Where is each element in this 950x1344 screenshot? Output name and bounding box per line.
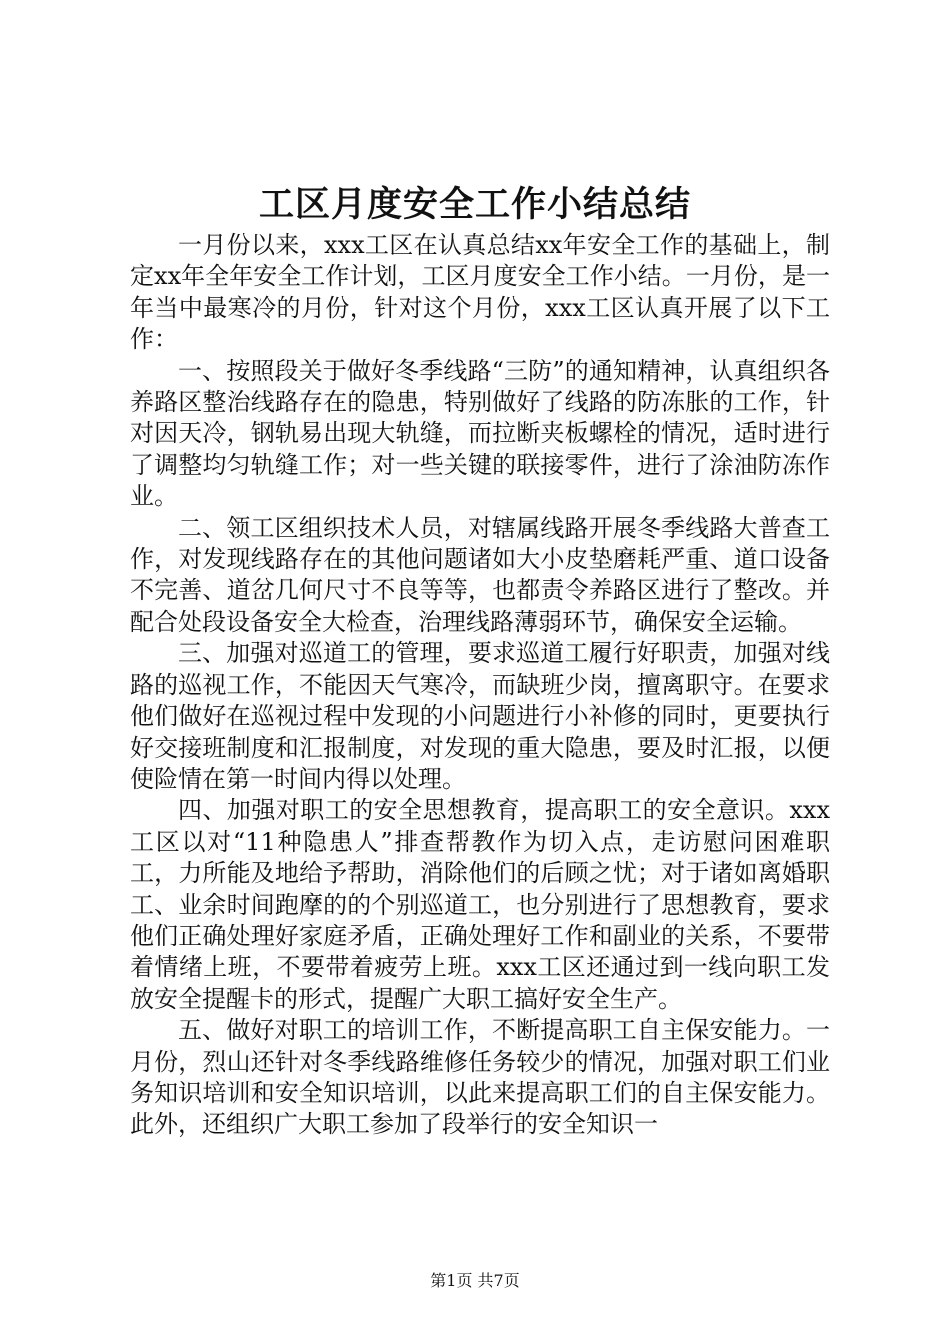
paragraph-item-4: 四、加强对职工的安全思想教育，提高职工的安全意识。xxx工区以对“11种隐患人”排查帮教作为切入点，走访慰问困难职工，力所能及地给予帮助，消除他们的后顾之忧；对于诸如离婚职工、业余时间跑摩的的个别巡道工，也分别进行了思想教育，要求他们正确处理好家庭矛盾，正确处理好工作和副业的关系，不要带着情绪上班，不要带着疲劳上班。xxx工区还通过到一线向职工发放安全提醒卡的形式，提醒广大职工搞好安全生产。 [130,796,830,1013]
page-title: 工区月度安全工作小结总结 [258,184,691,225]
paragraph-item-1: 一、按照段关于做好冬季线路“三防”的通知精神，认真组织各养路区整治线路存在的隐患，特别做好了线路的防冻胀的工作，针对因天冷，钢轨易出现大轨缝，而拉断夹板螺栓的情况，适时进行了调整均匀轨缝工作；对一些关键的联接零件，进行了涂油防冻作业。 [130,356,830,511]
paragraph-item-3: 三、加强对巡道工的管理，要求巡道工履行好职责，加强对线路的巡视工作，不能因天气寒冷，而缺班少岗，擅离职守。在要求他们做好在巡视过程中发现的小问题进行小补修的同时，更要执行好交接班制度和汇报制度，对发现的重大隐患，要及时汇报，以便使险情在第一时间内得以处理。 [130,639,830,793]
paragraph-item-2: 二、领工区组织技术人员，对辖属线路开展冬季线路大普查工作，对发现线路存在的其他问题诸如大小皮垫磨耗严重、道口设备不完善、道岔几何尺寸不良等等，也都责令养路区进行了整改。并配合处段设备安全大检查，治理线路薄弱环节，确保安全运输。 [130,513,830,636]
intro-paragraph: 一月份以来，xxx工区在认真总结xx年安全工作的基础上，制定xx年全年安全工作计划，工区月度安全工作小结。一月份，是一年当中最寒冷的月份，针对这个月份，xxx工区认真开展了以下工作： [130,231,830,354]
paragraph-item-5: 五、做好对职工的培训工作，不断提高职工自主保安能力。一月份，烈山还针对冬季线路维修任务较少的情况，加强对职工们业务知识培训和安全知识培训，以此来提高职工们的自主保安能力。此外，还组织广大职工参加了段举行的安全知识一 [130,1016,830,1139]
document-body [130,230,830,1141]
page-number-footer: 第1页 共7页 [430,1271,520,1290]
